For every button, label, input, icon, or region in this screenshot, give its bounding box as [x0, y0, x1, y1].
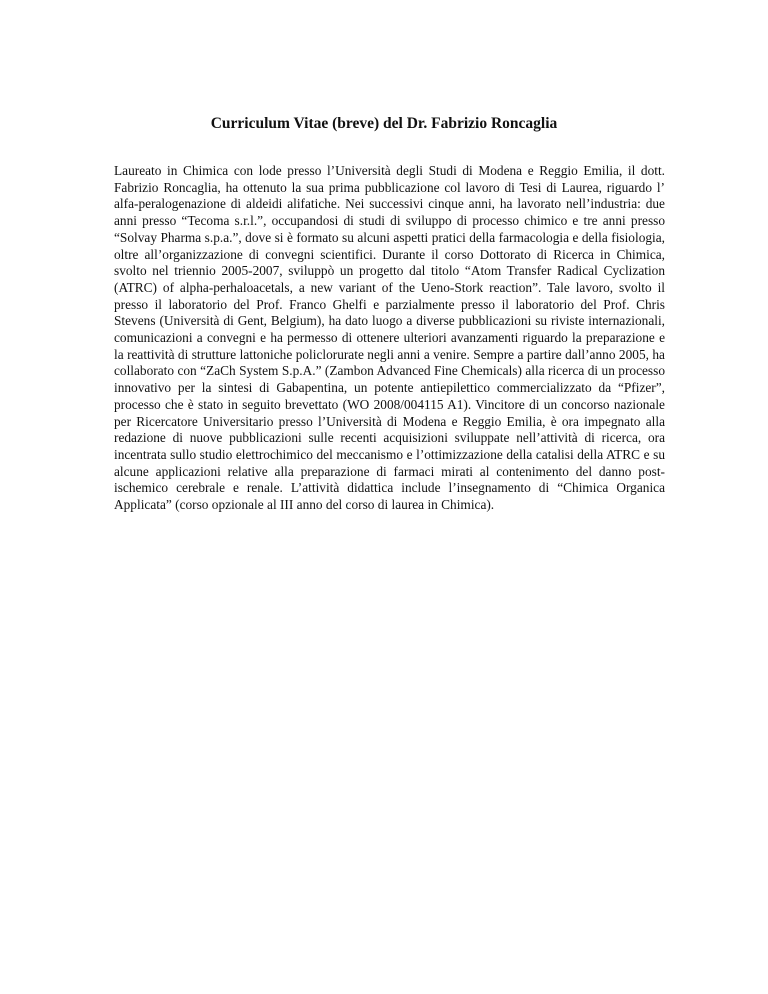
document-title: Curriculum Vitae (breve) del Dr. Fabrizio Roncaglia	[210, 115, 558, 132]
document-body-paragraph: Laureato in Chimica con lode presso l’Università degli Studi di Modena e Reggio Emilia, il dott. Fabrizio Roncaglia, ha ottenuto la sua prima pubblicazione col lavoro di Tesi di Laurea, riguardo l’ alfa-peralogenazione di aldeidi alifatiche. Nei successivi cinque anni, ha lavorato nell’industria: due anni presso “Tecoma s.r.l.”, occupandosi di studi di sviluppo di processo chimico e tre anni presso “Solvay Pharma s.p.a.”, dove si è formato su alcuni aspetti pratici della farmacologia e della fisiologia, oltre all’organizzazione di convegni scientifici. Durante il corso Dottorato di Ricerca in Chimica, svolto nel triennio 2005-2007, sviluppò un progetto dal titolo “Atom Transfer Radical Cyclization (ATRC) of alpha-perhaloacetals, a new variant of the Ueno-Stork reaction”. Tale lavoro, svolto il presso il laboratorio del Prof. Franco Ghelfi e parzialmente presso il laboratorio del Prof. Chris Stevens (Università di Gent, Belgium), ha dato luogo a diverse pubblicazioni su riviste internazionali, comunicazioni a convegni e ha permesso di ottenere ulteriori avanzamenti riguardo la preparazione e la reattività di strutture lattoniche policlorurate negli anni a venire. Sempre a partire dall’anno 2005, ha collaborato con “ZaCh System S.p.A.” (Zambon Advanced Fine Chemicals) alla ricerca di un processo innovativo per la sintesi di Gabapentina, un potente antiepilettico commercializzato da “Pfizer”, processo che è stato in seguito brevettato (WO 2008/004115 A1). Vincitore di un concorso nazionale per Ricercatore Universitario presso l’Università di Modena e Reggio Emilia, è ora impegnato alla redazione di nuove pubblicazioni sulle recenti acquisizioni sviluppate nell’attività di ricerca, ora incentrata sullo studio elettrochimico del meccanismo e l’ottimizzazione della catalisi della ATRC e su alcune applicazioni relative alla preparazione di farmaci mirati al contenimento del danno post-ischemico cerebrale e renale. L’attività didattica include l’insegnamento di “Chimica Organica Applicata” (corso opzionale al III anno del corso di laurea in Chimica).	[114, 163, 665, 513]
